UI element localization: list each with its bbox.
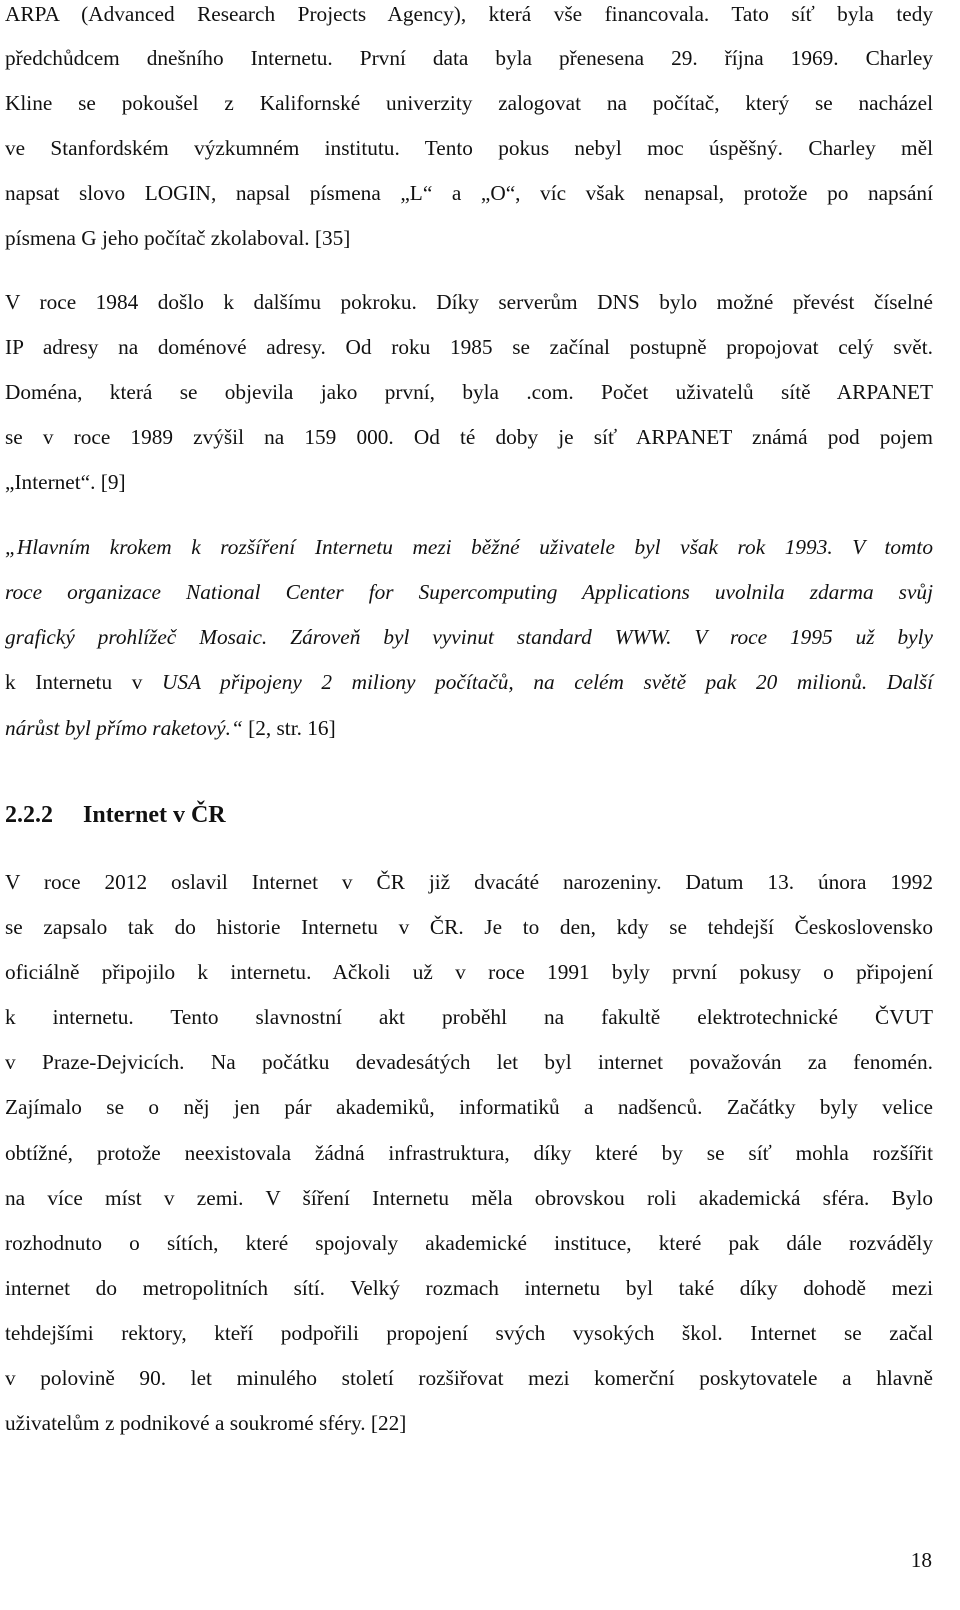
text-line: předchůdcem dnešního Internetu. První data byla přenesena 29. října 1969. Charley [5, 46, 933, 70]
text-line: V roce 2012 oslavil Internet v ČR již dvacáté narozeniny. Datum 13. února 1992 [5, 870, 933, 894]
text-line: v Praze-Dejvicích. Na počátku devadesátých let byl internet považován za fenomén. [5, 1050, 933, 1074]
section-number: 2.2.2 [5, 802, 53, 828]
quote-line-segment: USA připojeny 2 miliony počítačů, na celém světě pak 20 milionů. Další [161, 670, 933, 694]
text-line: uživatelům z podnikové a soukromé sféry. [22] [5, 1411, 407, 1435]
text-line: ARPA (Advanced Research Projects Agency), která vše financovala. Tato síť byla tedy [5, 2, 933, 26]
quote-line: roce organizace National Center for Supercomputing Applications uvolnila zdarma svůj [5, 580, 933, 604]
text-line: Kline se pokoušel z Kalifornské univerzity zalogovat na počítač, který se nacházel [5, 91, 933, 115]
section-title: Internet v ČR [83, 802, 226, 828]
quote-line-segment: k Internetu v [5, 670, 162, 694]
quote-line: grafický prohlížeč Mosaic. Zároveň byl vyvinut standard WWW. V roce 1995 už byly [5, 625, 933, 649]
quote-line [5, 668, 933, 696]
quote-line: „Hlavním krokem k rozšíření Internetu mezi běžné uživatele byl však rok 1993. V tomto [5, 535, 933, 559]
text-line: písmena G jeho počítač zkolaboval. [35] [5, 226, 351, 250]
text-line: ve Stanfordském výzkumném institutu. Tento pokus nebyl moc úspěšný. Charley měl [5, 136, 933, 160]
text-line: Zajímalo se o něj jen pár akademiků, informatiků a nadšenců. Začátky byly velice [5, 1095, 933, 1119]
text-line: se v roce 1989 zvýšil na 159 000. Od té doby je síť ARPANET známá pod pojem [5, 425, 933, 449]
text-line: V roce 1984 došlo k dalšímu pokroku. Díky serverům DNS bylo možné převést číselné [5, 290, 933, 314]
text-line: tehdejšími rektory, kteří podpořili propojení svých vysokých škol. Internet se začal [5, 1321, 933, 1345]
text-line: „Internet“. [9] [5, 470, 126, 494]
text-line: se zapsalo tak do historie Internetu v ČR. Je to den, kdy se tehdejší Československo [5, 915, 933, 939]
text-line: internet do metropolitních sítí. Velký rozmach internetu byl také díky dohodě mezi [5, 1276, 933, 1300]
text-line: na více míst v zemi. V šíření Internetu měla obrovskou roli akademická sféra. Bylo [5, 1186, 933, 1210]
page-number: 18 [910, 1548, 932, 1572]
quote-line-segment: nárůst byl přímo raketový.“ [5, 716, 243, 740]
quote-line [5, 714, 933, 742]
text-line: obtížné, protože neexistovala žádná infrastruktura, díky které by se síť mohla rozšířit [5, 1141, 933, 1165]
citation: [2, str. 16] [242, 716, 336, 740]
text-line: k internetu. Tento slavnostní akt proběhl na fakultě elektrotechnické ČVUT [5, 1005, 933, 1029]
text-line: oficiálně připojilo k internetu. Ačkoli už v roce 1991 byly první pokusy o připojení [5, 960, 933, 984]
text-line: IP adresy na doménové adresy. Od roku 1985 se začínal postupně propojovat celý svět. [5, 335, 933, 359]
text-line: rozhodnuto o sítích, které spojovaly akademické instituce, které pak dále rozváděly [5, 1231, 933, 1255]
section-heading [5, 800, 226, 830]
text-line: v polovině 90. let minulého století rozšiřovat mezi komerční poskytovatele a hlavně [5, 1366, 933, 1390]
text-line: Doména, která se objevila jako první, byla .com. Počet uživatelů sítě ARPANET [5, 380, 933, 404]
text-line: napsat slovo LOGIN, napsal písmena „L“ a „O“, víc však nenapsal, protože po napsání [5, 181, 933, 205]
